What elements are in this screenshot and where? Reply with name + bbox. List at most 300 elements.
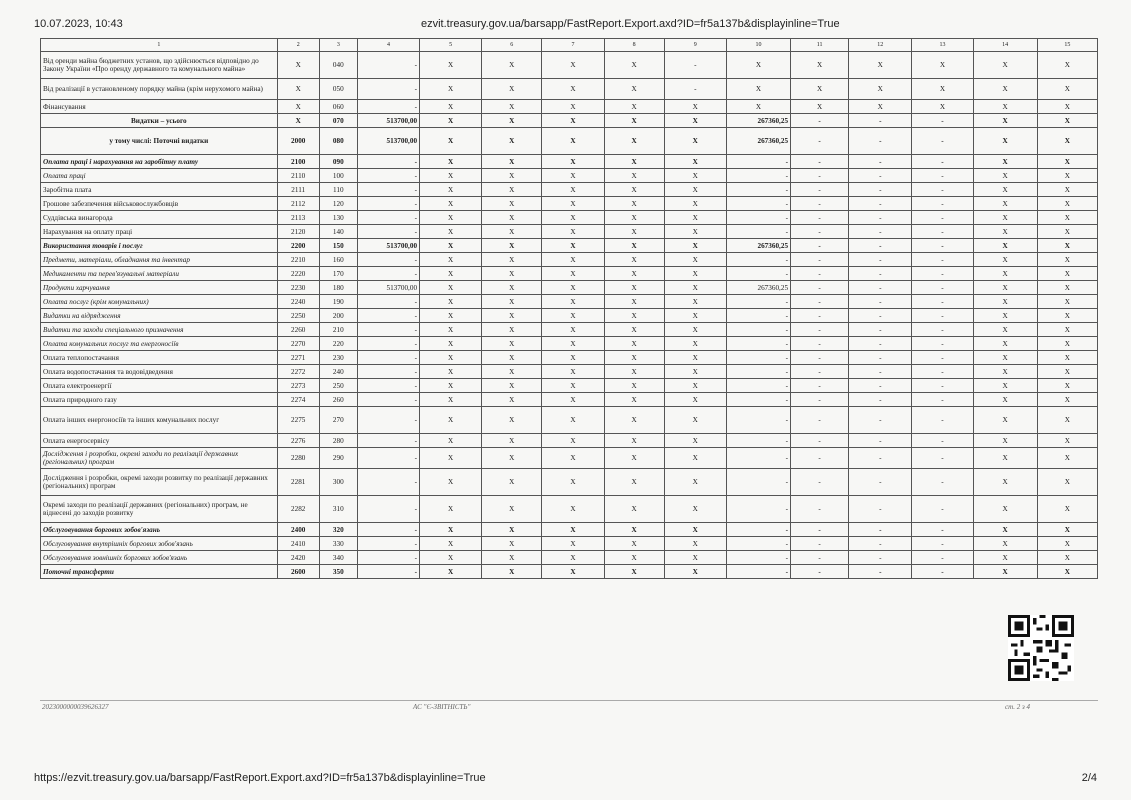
cell-col-14: X xyxy=(973,295,1037,309)
column-number: 12 xyxy=(849,39,912,52)
cell-col-8: X xyxy=(604,197,664,211)
cell-col-7: X xyxy=(542,496,604,523)
cell-col-2: 2240 xyxy=(277,295,319,309)
qr-code xyxy=(1008,615,1074,681)
cell-col-14: X xyxy=(973,239,1037,253)
cell-col-5: X xyxy=(420,253,482,267)
cell-col-3: 260 xyxy=(319,393,357,407)
cell-col-15: X xyxy=(1037,379,1097,393)
cell-col-2: 2100 xyxy=(277,155,319,169)
cell-col-11: - xyxy=(791,448,849,469)
cell-col-5: X xyxy=(420,393,482,407)
cell-col-7: X xyxy=(542,351,604,365)
cell-col-12: - xyxy=(849,434,912,448)
cell-col-14: X xyxy=(973,523,1037,537)
cell-col-9: X xyxy=(664,239,726,253)
cell-col-7: X xyxy=(542,448,604,469)
cell-col-12: - xyxy=(849,323,912,337)
cell-col-4: - xyxy=(357,379,419,393)
cell-col-13: - xyxy=(912,309,973,323)
cell-col-15: X xyxy=(1037,537,1097,551)
cell-col-2: 2120 xyxy=(277,225,319,239)
cell-col-5: X xyxy=(420,365,482,379)
cell-col-14: X xyxy=(973,309,1037,323)
cell-col-10: X xyxy=(726,79,790,100)
row-label: Видатки та заходи спеціального призначення xyxy=(41,323,278,337)
cell-col-5: X xyxy=(420,239,482,253)
cell-col-8: X xyxy=(604,523,664,537)
cell-col-13: - xyxy=(912,267,973,281)
cell-col-3: 270 xyxy=(319,407,357,434)
cell-col-8: X xyxy=(604,448,664,469)
cell-col-3: 280 xyxy=(319,434,357,448)
cell-col-11: - xyxy=(791,365,849,379)
cell-col-11: - xyxy=(791,197,849,211)
column-number: 13 xyxy=(912,39,973,52)
cell-col-8: X xyxy=(604,309,664,323)
cell-col-7: X xyxy=(542,114,604,128)
cell-col-10: - xyxy=(726,565,790,579)
cell-col-8: X xyxy=(604,183,664,197)
row-label: Обслуговування боргових зобов'язань xyxy=(41,523,278,537)
row-label: Оплата теплопостачання xyxy=(41,351,278,365)
cell-col-6: X xyxy=(482,337,542,351)
cell-col-12: - xyxy=(849,537,912,551)
cell-col-4: 513700,00 xyxy=(357,128,419,155)
print-url-footer: https://ezvit.treasury.gov.ua/barsapp/FastReport.Export.axd?ID=fr5a137b&displayinline=True xyxy=(34,772,486,784)
cell-col-4: - xyxy=(357,309,419,323)
cell-col-11: - xyxy=(791,155,849,169)
cell-col-8: X xyxy=(604,239,664,253)
cell-col-11: - xyxy=(791,434,849,448)
cell-col-11: - xyxy=(791,281,849,295)
cell-col-15: X xyxy=(1037,281,1097,295)
cell-col-11: - xyxy=(791,253,849,267)
cell-col-11: - xyxy=(791,523,849,537)
cell-col-2: 2275 xyxy=(277,407,319,434)
cell-col-11: - xyxy=(791,496,849,523)
cell-col-3: 070 xyxy=(319,114,357,128)
cell-col-6: X xyxy=(482,114,542,128)
cell-col-11: X xyxy=(791,52,849,79)
column-number: 7 xyxy=(542,39,604,52)
row-label: Грошове забезпечення військовослужбовців xyxy=(41,197,278,211)
cell-col-4: - xyxy=(357,407,419,434)
cell-col-13: - xyxy=(912,155,973,169)
cell-col-4: - xyxy=(357,197,419,211)
cell-col-7: X xyxy=(542,100,604,114)
cell-col-4: - xyxy=(357,337,419,351)
cell-col-14: X xyxy=(973,323,1037,337)
cell-col-4: - xyxy=(357,551,419,565)
table-row xyxy=(41,323,1098,337)
cell-col-4: - xyxy=(357,448,419,469)
cell-col-13: - xyxy=(912,393,973,407)
column-number: 9 xyxy=(664,39,726,52)
cell-col-2: 2110 xyxy=(277,169,319,183)
cell-col-12: - xyxy=(849,128,912,155)
cell-col-3: 130 xyxy=(319,211,357,225)
cell-col-10: - xyxy=(726,183,790,197)
cell-col-15: X xyxy=(1037,469,1097,496)
table-row xyxy=(41,79,1098,100)
cell-col-8: X xyxy=(604,565,664,579)
cell-col-3: 180 xyxy=(319,281,357,295)
cell-col-13: - xyxy=(912,128,973,155)
cell-col-13: - xyxy=(912,434,973,448)
cell-col-12: - xyxy=(849,365,912,379)
cell-col-15: X xyxy=(1037,225,1097,239)
row-label: Оплата енергосервісу xyxy=(41,434,278,448)
cell-col-4: - xyxy=(357,155,419,169)
cell-col-5: X xyxy=(420,169,482,183)
doc-number: 2023000000039626327 xyxy=(42,703,109,711)
row-label: Видатки – усього xyxy=(41,114,278,128)
column-number: 4 xyxy=(357,39,419,52)
table-row xyxy=(41,337,1098,351)
cell-col-7: X xyxy=(542,393,604,407)
cell-col-10: 267360,25 xyxy=(726,239,790,253)
cell-col-4: - xyxy=(357,393,419,407)
cell-col-9: X xyxy=(664,448,726,469)
cell-col-2: 2282 xyxy=(277,496,319,523)
cell-col-8: X xyxy=(604,128,664,155)
cell-col-12: - xyxy=(849,407,912,434)
cell-col-8: X xyxy=(604,337,664,351)
cell-col-15: X xyxy=(1037,211,1097,225)
cell-col-8: X xyxy=(604,365,664,379)
cell-col-15: X xyxy=(1037,407,1097,434)
cell-col-13: - xyxy=(912,239,973,253)
cell-col-12: - xyxy=(849,169,912,183)
cell-col-15: X xyxy=(1037,496,1097,523)
cell-col-13: X xyxy=(912,100,973,114)
doc-system: АС "Є-ЗВІТНІСТЬ" xyxy=(413,703,471,711)
cell-col-13: - xyxy=(912,281,973,295)
cell-col-7: X xyxy=(542,407,604,434)
row-label: Від оренди майна бюджетних установ, що здійснюється відповідно до Закону України «Про оренду державного та комунального майна» xyxy=(41,52,278,79)
cell-col-7: X xyxy=(542,365,604,379)
table-row xyxy=(41,100,1098,114)
column-number: 6 xyxy=(482,39,542,52)
cell-col-4: 513700,00 xyxy=(357,114,419,128)
table-row xyxy=(41,211,1098,225)
cell-col-3: 200 xyxy=(319,309,357,323)
cell-col-10: - xyxy=(726,469,790,496)
cell-col-4: - xyxy=(357,295,419,309)
cell-col-15: X xyxy=(1037,351,1097,365)
cell-col-10: - xyxy=(726,551,790,565)
cell-col-7: X xyxy=(542,197,604,211)
cell-col-10: - xyxy=(726,253,790,267)
cell-col-2: 2276 xyxy=(277,434,319,448)
cell-col-7: X xyxy=(542,211,604,225)
cell-col-3: 320 xyxy=(319,523,357,537)
cell-col-3: 140 xyxy=(319,225,357,239)
report-table xyxy=(40,38,1098,579)
cell-col-9: X xyxy=(664,365,726,379)
cell-col-10: - xyxy=(726,537,790,551)
cell-col-13: - xyxy=(912,183,973,197)
cell-col-6: X xyxy=(482,183,542,197)
cell-col-8: X xyxy=(604,323,664,337)
cell-col-11: - xyxy=(791,551,849,565)
cell-col-11: - xyxy=(791,211,849,225)
cell-col-9: X xyxy=(664,379,726,393)
cell-col-12: - xyxy=(849,267,912,281)
cell-col-6: X xyxy=(482,155,542,169)
cell-col-6: X xyxy=(482,52,542,79)
cell-col-14: X xyxy=(973,469,1037,496)
row-label: Видатки на відрядження xyxy=(41,309,278,323)
cell-col-5: X xyxy=(420,183,482,197)
row-label: Медикаменти та перев'язувальні матеріали xyxy=(41,267,278,281)
cell-col-8: X xyxy=(604,225,664,239)
cell-col-10: - xyxy=(726,393,790,407)
cell-col-14: X xyxy=(973,225,1037,239)
cell-col-9: - xyxy=(664,79,726,100)
cell-col-4: - xyxy=(357,253,419,267)
cell-col-15: X xyxy=(1037,100,1097,114)
cell-col-14: X xyxy=(973,211,1037,225)
cell-col-13: - xyxy=(912,197,973,211)
cell-col-10: 267360,25 xyxy=(726,281,790,295)
cell-col-2: 2230 xyxy=(277,281,319,295)
cell-col-15: X xyxy=(1037,309,1097,323)
row-label: Окремі заходи по реалізації державних (регіональних) програм, не віднесені до заходів розвитку xyxy=(41,496,278,523)
cell-col-8: X xyxy=(604,155,664,169)
cell-col-2: 2281 xyxy=(277,469,319,496)
cell-col-3: 170 xyxy=(319,267,357,281)
cell-col-6: X xyxy=(482,239,542,253)
cell-col-5: X xyxy=(420,281,482,295)
cell-col-7: X xyxy=(542,169,604,183)
cell-col-2: 2272 xyxy=(277,365,319,379)
cell-col-14: X xyxy=(973,169,1037,183)
cell-col-6: X xyxy=(482,523,542,537)
cell-col-9: X xyxy=(664,351,726,365)
cell-col-12: - xyxy=(849,225,912,239)
cell-col-3: 110 xyxy=(319,183,357,197)
cell-col-7: X xyxy=(542,379,604,393)
doc-page: ст. 2 з 4 xyxy=(1005,703,1030,711)
column-number: 15 xyxy=(1037,39,1097,52)
cell-col-12: - xyxy=(849,496,912,523)
cell-col-7: X xyxy=(542,239,604,253)
cell-col-2: 2280 xyxy=(277,448,319,469)
cell-col-13: - xyxy=(912,337,973,351)
cell-col-5: X xyxy=(420,448,482,469)
cell-col-2: 2420 xyxy=(277,551,319,565)
cell-col-4: - xyxy=(357,323,419,337)
table-row xyxy=(41,434,1098,448)
cell-col-7: X xyxy=(542,309,604,323)
cell-col-7: X xyxy=(542,155,604,169)
cell-col-2: X xyxy=(277,52,319,79)
cell-col-14: X xyxy=(973,496,1037,523)
table-row xyxy=(41,309,1098,323)
cell-col-10: - xyxy=(726,211,790,225)
cell-col-3: 330 xyxy=(319,537,357,551)
cell-col-7: X xyxy=(542,281,604,295)
cell-col-10: - xyxy=(726,523,790,537)
cell-col-14: X xyxy=(973,197,1037,211)
cell-col-12: - xyxy=(849,565,912,579)
cell-col-3: 060 xyxy=(319,100,357,114)
cell-col-9: X xyxy=(664,309,726,323)
cell-col-9: X xyxy=(664,337,726,351)
cell-col-9: X xyxy=(664,267,726,281)
cell-col-10: - xyxy=(726,197,790,211)
cell-col-9: X xyxy=(664,169,726,183)
cell-col-15: X xyxy=(1037,434,1097,448)
cell-col-5: X xyxy=(420,434,482,448)
cell-col-9: X xyxy=(664,469,726,496)
cell-col-5: X xyxy=(420,469,482,496)
table-row xyxy=(41,551,1098,565)
cell-col-7: X xyxy=(542,79,604,100)
cell-col-15: X xyxy=(1037,253,1097,267)
cell-col-10: - xyxy=(726,496,790,523)
cell-col-5: X xyxy=(420,523,482,537)
cell-col-15: X xyxy=(1037,197,1097,211)
cell-col-13: - xyxy=(912,211,973,225)
row-label: Обслуговування внутрішніх боргових зобов'язань xyxy=(41,537,278,551)
cell-col-5: X xyxy=(420,565,482,579)
table-row xyxy=(41,393,1098,407)
cell-col-4: - xyxy=(357,523,419,537)
cell-col-13: - xyxy=(912,469,973,496)
cell-col-4: - xyxy=(357,434,419,448)
cell-col-11: - xyxy=(791,225,849,239)
cell-col-9: X xyxy=(664,114,726,128)
cell-col-5: X xyxy=(420,309,482,323)
cell-col-5: X xyxy=(420,295,482,309)
row-label: Обслуговування зовнішніх боргових зобов'язань xyxy=(41,551,278,565)
cell-col-11: - xyxy=(791,309,849,323)
row-label: Оплата водопостачання та водовідведення xyxy=(41,365,278,379)
column-number-row xyxy=(41,39,1098,52)
cell-col-15: X xyxy=(1037,393,1097,407)
cell-col-2: 2270 xyxy=(277,337,319,351)
cell-col-3: 220 xyxy=(319,337,357,351)
cell-col-2: 2200 xyxy=(277,239,319,253)
cell-col-6: X xyxy=(482,253,542,267)
cell-col-13: - xyxy=(912,407,973,434)
cell-col-6: X xyxy=(482,309,542,323)
cell-col-12: - xyxy=(849,295,912,309)
table-row xyxy=(41,169,1098,183)
cell-col-9: X xyxy=(664,537,726,551)
cell-col-12: - xyxy=(849,197,912,211)
cell-col-14: X xyxy=(973,551,1037,565)
cell-col-6: X xyxy=(482,267,542,281)
row-label: Поточні трансферти xyxy=(41,565,278,579)
cell-col-6: X xyxy=(482,323,542,337)
cell-col-5: X xyxy=(420,379,482,393)
cell-col-6: X xyxy=(482,100,542,114)
table-row xyxy=(41,365,1098,379)
cell-col-8: X xyxy=(604,434,664,448)
cell-col-14: X xyxy=(973,351,1037,365)
cell-col-5: X xyxy=(420,211,482,225)
cell-col-8: X xyxy=(604,211,664,225)
cell-col-3: 310 xyxy=(319,496,357,523)
cell-col-13: - xyxy=(912,551,973,565)
cell-col-6: X xyxy=(482,281,542,295)
cell-col-3: 240 xyxy=(319,365,357,379)
cell-col-6: X xyxy=(482,295,542,309)
cell-col-8: X xyxy=(604,469,664,496)
cell-col-11: - xyxy=(791,183,849,197)
cell-col-15: X xyxy=(1037,267,1097,281)
cell-col-10: - xyxy=(726,267,790,281)
cell-col-15: X xyxy=(1037,448,1097,469)
cell-col-11: - xyxy=(791,393,849,407)
cell-col-3: 190 xyxy=(319,295,357,309)
cell-col-3: 290 xyxy=(319,448,357,469)
cell-col-5: X xyxy=(420,407,482,434)
cell-col-7: X xyxy=(542,267,604,281)
cell-col-9: X xyxy=(664,155,726,169)
cell-col-12: - xyxy=(849,393,912,407)
table-row xyxy=(41,448,1098,469)
cell-col-10: - xyxy=(726,448,790,469)
cell-col-15: X xyxy=(1037,239,1097,253)
cell-col-6: X xyxy=(482,351,542,365)
cell-col-9: - xyxy=(664,52,726,79)
cell-col-4: - xyxy=(357,565,419,579)
cell-col-3: 350 xyxy=(319,565,357,579)
cell-col-6: X xyxy=(482,496,542,523)
cell-col-6: X xyxy=(482,79,542,100)
cell-col-9: X xyxy=(664,295,726,309)
cell-col-14: X xyxy=(973,281,1037,295)
cell-col-3: 040 xyxy=(319,52,357,79)
cell-col-12: - xyxy=(849,281,912,295)
cell-col-12: - xyxy=(849,183,912,197)
cell-col-9: X xyxy=(664,393,726,407)
cell-col-8: X xyxy=(604,52,664,79)
cell-col-8: X xyxy=(604,100,664,114)
cell-col-5: X xyxy=(420,128,482,155)
cell-col-10: - xyxy=(726,295,790,309)
row-label: Продукти харчування xyxy=(41,281,278,295)
cell-col-11: - xyxy=(791,379,849,393)
cell-col-15: X xyxy=(1037,128,1097,155)
table-row xyxy=(41,523,1098,537)
cell-col-5: X xyxy=(420,79,482,100)
cell-col-6: X xyxy=(482,379,542,393)
cell-col-10: 267360,25 xyxy=(726,114,790,128)
row-label: Суддівська винагорода xyxy=(41,211,278,225)
cell-col-9: X xyxy=(664,281,726,295)
cell-col-4: - xyxy=(357,365,419,379)
cell-col-7: X xyxy=(542,225,604,239)
cell-col-10: - xyxy=(726,169,790,183)
cell-col-9: X xyxy=(664,197,726,211)
column-number: 8 xyxy=(604,39,664,52)
cell-col-11: - xyxy=(791,169,849,183)
cell-col-2: 2274 xyxy=(277,393,319,407)
cell-col-6: X xyxy=(482,448,542,469)
cell-col-9: X xyxy=(664,523,726,537)
cell-col-11: - xyxy=(791,407,849,434)
row-label: Оплата праці xyxy=(41,169,278,183)
cell-col-5: X xyxy=(420,351,482,365)
cell-col-8: X xyxy=(604,407,664,434)
cell-col-14: X xyxy=(973,448,1037,469)
